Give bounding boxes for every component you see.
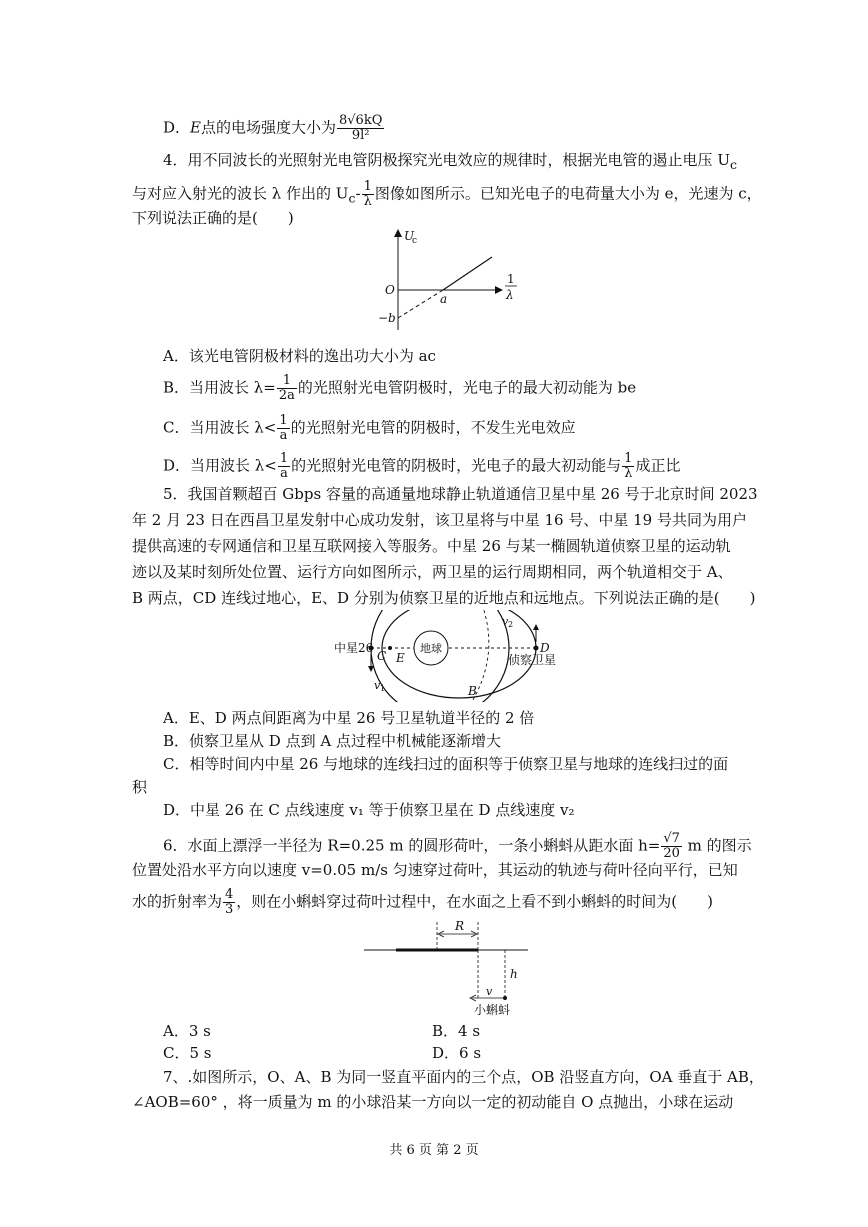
q4-frac-den: λ: [363, 194, 372, 209]
q4-optd-pre: D．当用波长 λ<: [163, 456, 277, 475]
q6-line3-text-b: ，则在小蝌蚪穿过荷叶过程中，在水面之上看不到小蝌蚪的时间为( ): [236, 892, 714, 911]
q5-optc-text1: C．相等时间内中星 26 与地球的连线扫过的面积等于侦察卫星与地球的连线扫过的面: [163, 755, 729, 773]
q6-line3-text-a: 水的折射率为: [132, 892, 223, 911]
q6-h-num: √7: [663, 831, 680, 846]
q4-optc-num: 1: [279, 413, 288, 428]
q4-solid-line: [443, 257, 492, 290]
q6-leaf-diagram: [360, 918, 540, 1018]
q6-optd-text: D．6 s: [432, 1044, 482, 1062]
q5-label-c: C: [377, 649, 387, 663]
q4-optc-fraction: [277, 414, 289, 443]
q3-optd-num: 8√6kQ: [339, 113, 383, 128]
q4-xlabel-den: λ: [506, 288, 514, 302]
q4-xint: a: [440, 292, 448, 306]
q4-option-a: [163, 346, 436, 366]
q5-optc-text2: 积: [132, 778, 148, 796]
q4-optd-den: a: [280, 466, 288, 481]
q4-frac-num: 1: [363, 179, 372, 194]
q4-line2-text-a: 与对应入射光的波长 λ 作出的 U: [132, 184, 349, 203]
q6-line1-text-a: 6．水面上漂浮一半径为 R=0.25 m 的圆形荷叶，一条小蝌蚪从距水面 h=: [163, 836, 661, 855]
q4-yint: −b: [378, 311, 396, 325]
q5-option-d: [163, 800, 575, 820]
q4-optb-pre: B．当用波长 λ=: [163, 378, 276, 397]
q4-optd-fraction1: [278, 452, 290, 481]
q5-point-e: [388, 646, 392, 650]
q6-r-label: R: [455, 919, 465, 933]
q6-line1: [163, 832, 752, 861]
q4-ylabel: U: [404, 229, 415, 243]
q5-sat2-label: 侦察卫星: [508, 653, 557, 667]
q4-optd-mid: 的光照射光电管的阴极时，光电子的最大初动能与: [291, 456, 622, 475]
q4-xlabel-num: 1: [507, 272, 515, 286]
q5-sat1-label: 中星26: [334, 641, 374, 655]
q6-line2-text: 位置处沿水平方向以速度 v=0.05 m/s 匀速穿过荷叶，其运动的轨迹与荷叶径向平行，已知: [132, 861, 738, 879]
q6-line2: [132, 860, 738, 880]
q6-tadpole-label: 小蝌蚪: [474, 1003, 511, 1017]
q7-line1-text: 7、.如图所示，O、A、B 为同一竖直平面内的三个点，OB 沿竖直方向，OA 垂直于 AB，: [163, 1068, 764, 1086]
q5-v2-sub: 2: [508, 620, 514, 629]
q5-label-e: E: [396, 651, 405, 665]
q7-line1: [163, 1067, 764, 1087]
q6-line1-text-b: m 的图示: [682, 836, 752, 855]
q5-v1-arrowhead: [368, 666, 374, 672]
q3-optd-text: 点的电场强度大小为: [200, 118, 336, 137]
q5-line4-text: 迹以及某时刻所处位置、运行方向如图所示，两卫星的运行周期相同，两个轨道相交于 A、: [132, 563, 733, 581]
q6-n-num: 4: [225, 887, 234, 902]
q6-h-fraction: [661, 832, 682, 861]
q5-v2-arrowhead: [533, 624, 539, 630]
q5-option-c: [163, 754, 728, 774]
q4-graph: [360, 225, 530, 337]
q5-orbit-diagram: [330, 610, 575, 702]
q4-option-d: [163, 452, 680, 481]
q4-optc-den: a: [279, 428, 288, 443]
q4-optc-pre: C．当用波长 λ<: [163, 418, 277, 437]
q5-line1: [163, 484, 758, 504]
q4-optd-num: 1: [279, 451, 289, 466]
q4-line2-sub: c: [348, 190, 356, 206]
q5-option-b: [163, 731, 501, 751]
q5-v1-sub: 1: [380, 684, 386, 693]
q6-optb-text: B．4 s: [432, 1022, 481, 1040]
q5-option-c-cont: [132, 777, 147, 797]
q5-optd-text: D．中星 26 在 C 点线速度 v₁ 等于侦察卫星在 D 点线速度 v₂: [163, 801, 575, 819]
q4-opta-text: A．该光电管阴极材料的逸出功大小为 ac: [163, 347, 436, 365]
q5-opta-text: A．E、D 两点间距离为中星 26 号卫星轨道半径的 2 倍: [163, 709, 535, 727]
q4-option-c: [163, 414, 576, 443]
q4-optd-post: 成正比: [635, 456, 681, 475]
q4-optd-num2: 1: [624, 451, 633, 466]
q5-option-a: [163, 708, 534, 728]
q4-line2: 与对应入射光的波长 λ 作出的 $U_c-$ $\frac{1}{\lambda}$ 图像如图所示。已知光电子的电荷量大小为 e，光速为 c，: [132, 179, 762, 209]
q5-line3: [132, 536, 731, 556]
q7-line2-text: ∠AOB=60° ，将一质量为 m 的小球沿某一方向以一定的初动能自 O 点抛出，小球在运动: [132, 1093, 734, 1111]
q5-line5: [132, 588, 756, 608]
q6-h-label: h: [510, 967, 518, 981]
q4-line1-text: 4．用不同波长的光照射光电管阴极探究光电效应的规律时，根据光电管的遏止电压 U: [163, 151, 730, 169]
q5-optb-text: B．侦察卫星从 D 点到 A 点过程中机械能逐渐增大: [163, 732, 501, 750]
q5-v1-label: v: [374, 679, 381, 692]
q4-origin: O: [385, 283, 395, 297]
q5-line2-text: 年 2 月 23 日在西昌卫星发射中心成功发射，该卫星将与中星 16 号、中星 19 号共同为用户: [132, 511, 747, 529]
q6-option-b: [432, 1021, 480, 1041]
page-footer: 共 6 页 第 2 页: [389, 1143, 479, 1158]
q5-label-d: D: [540, 641, 550, 655]
q6-opta-text: A．3 s: [163, 1022, 211, 1040]
q4-optb-num: 1: [277, 374, 297, 389]
q4-line1-sub: c: [729, 157, 737, 172]
q6-option-c: [163, 1043, 212, 1063]
q6-v-label: v: [486, 985, 493, 998]
q4-optb-fraction: [277, 374, 297, 403]
q6-n-fraction: [223, 888, 235, 917]
q4-ylabel-sub: c: [412, 236, 418, 246]
q7-line2: [132, 1092, 733, 1112]
q6-line3: [132, 888, 713, 917]
q4-line2-fraction: [362, 180, 374, 209]
q4-dashed-line: [398, 290, 443, 318]
q4-optb-den: 2a: [278, 388, 295, 403]
q6-option-a: [163, 1021, 211, 1041]
q6-n-den: 3: [225, 902, 234, 917]
q4-optd-fraction2: [622, 452, 634, 481]
q4-line2-text-b: 图像如图所示。已知光电子的电荷量大小为 e，光速为 c，: [374, 184, 762, 203]
q3-optd-var: E: [190, 118, 201, 137]
q6-h-den: 20: [663, 846, 680, 861]
q4-line1: [163, 150, 737, 175]
q5-label-b: B: [468, 684, 477, 698]
q4-optb-post: 的光照射光电管阴极时，光电子的最大初动能为 be: [297, 378, 637, 397]
q5-line5-text: B 两点，CD 连线过地心，E、D 分别为侦察卫星的近地点和远地点。下列说法正确的是( ): [132, 589, 756, 607]
q5-line3-text: 提供高速的专网通信和卫星互联网接入等服务。中星 26 与某一椭圆轨道侦察卫星的运动轨: [132, 537, 731, 555]
q6-tadpole-dot: [503, 996, 507, 1000]
q5-v2-label: v: [502, 615, 509, 628]
q5-line2: [132, 510, 747, 530]
q6-option-d: [432, 1043, 481, 1063]
q4-line3: [132, 208, 294, 228]
q6-optc-text: C．5 s: [163, 1044, 212, 1062]
q3-optd-prefix: D．: [163, 118, 191, 137]
q4-option-b: [163, 374, 636, 403]
q3-optd-fraction: [337, 114, 384, 143]
q5-line4: [132, 562, 733, 582]
q3-option-d: [163, 114, 385, 143]
q4-optd-den2: λ: [624, 466, 633, 481]
q4-line3-text: 下列说法正确的是( ): [132, 209, 294, 227]
q4-optc-post: 的光照射光电管的阴极时，不发生光电效应: [290, 418, 576, 437]
q3-optd-den: 9l²: [351, 128, 370, 143]
q5-point-d: [534, 646, 539, 651]
q5-line1-text: 5．我国首颗超百 Gbps 容量的高通量地球静止轨道通信卫星中星 26 号于北京时间 2023: [163, 485, 758, 503]
q5-earth-label: 地球: [420, 642, 442, 655]
